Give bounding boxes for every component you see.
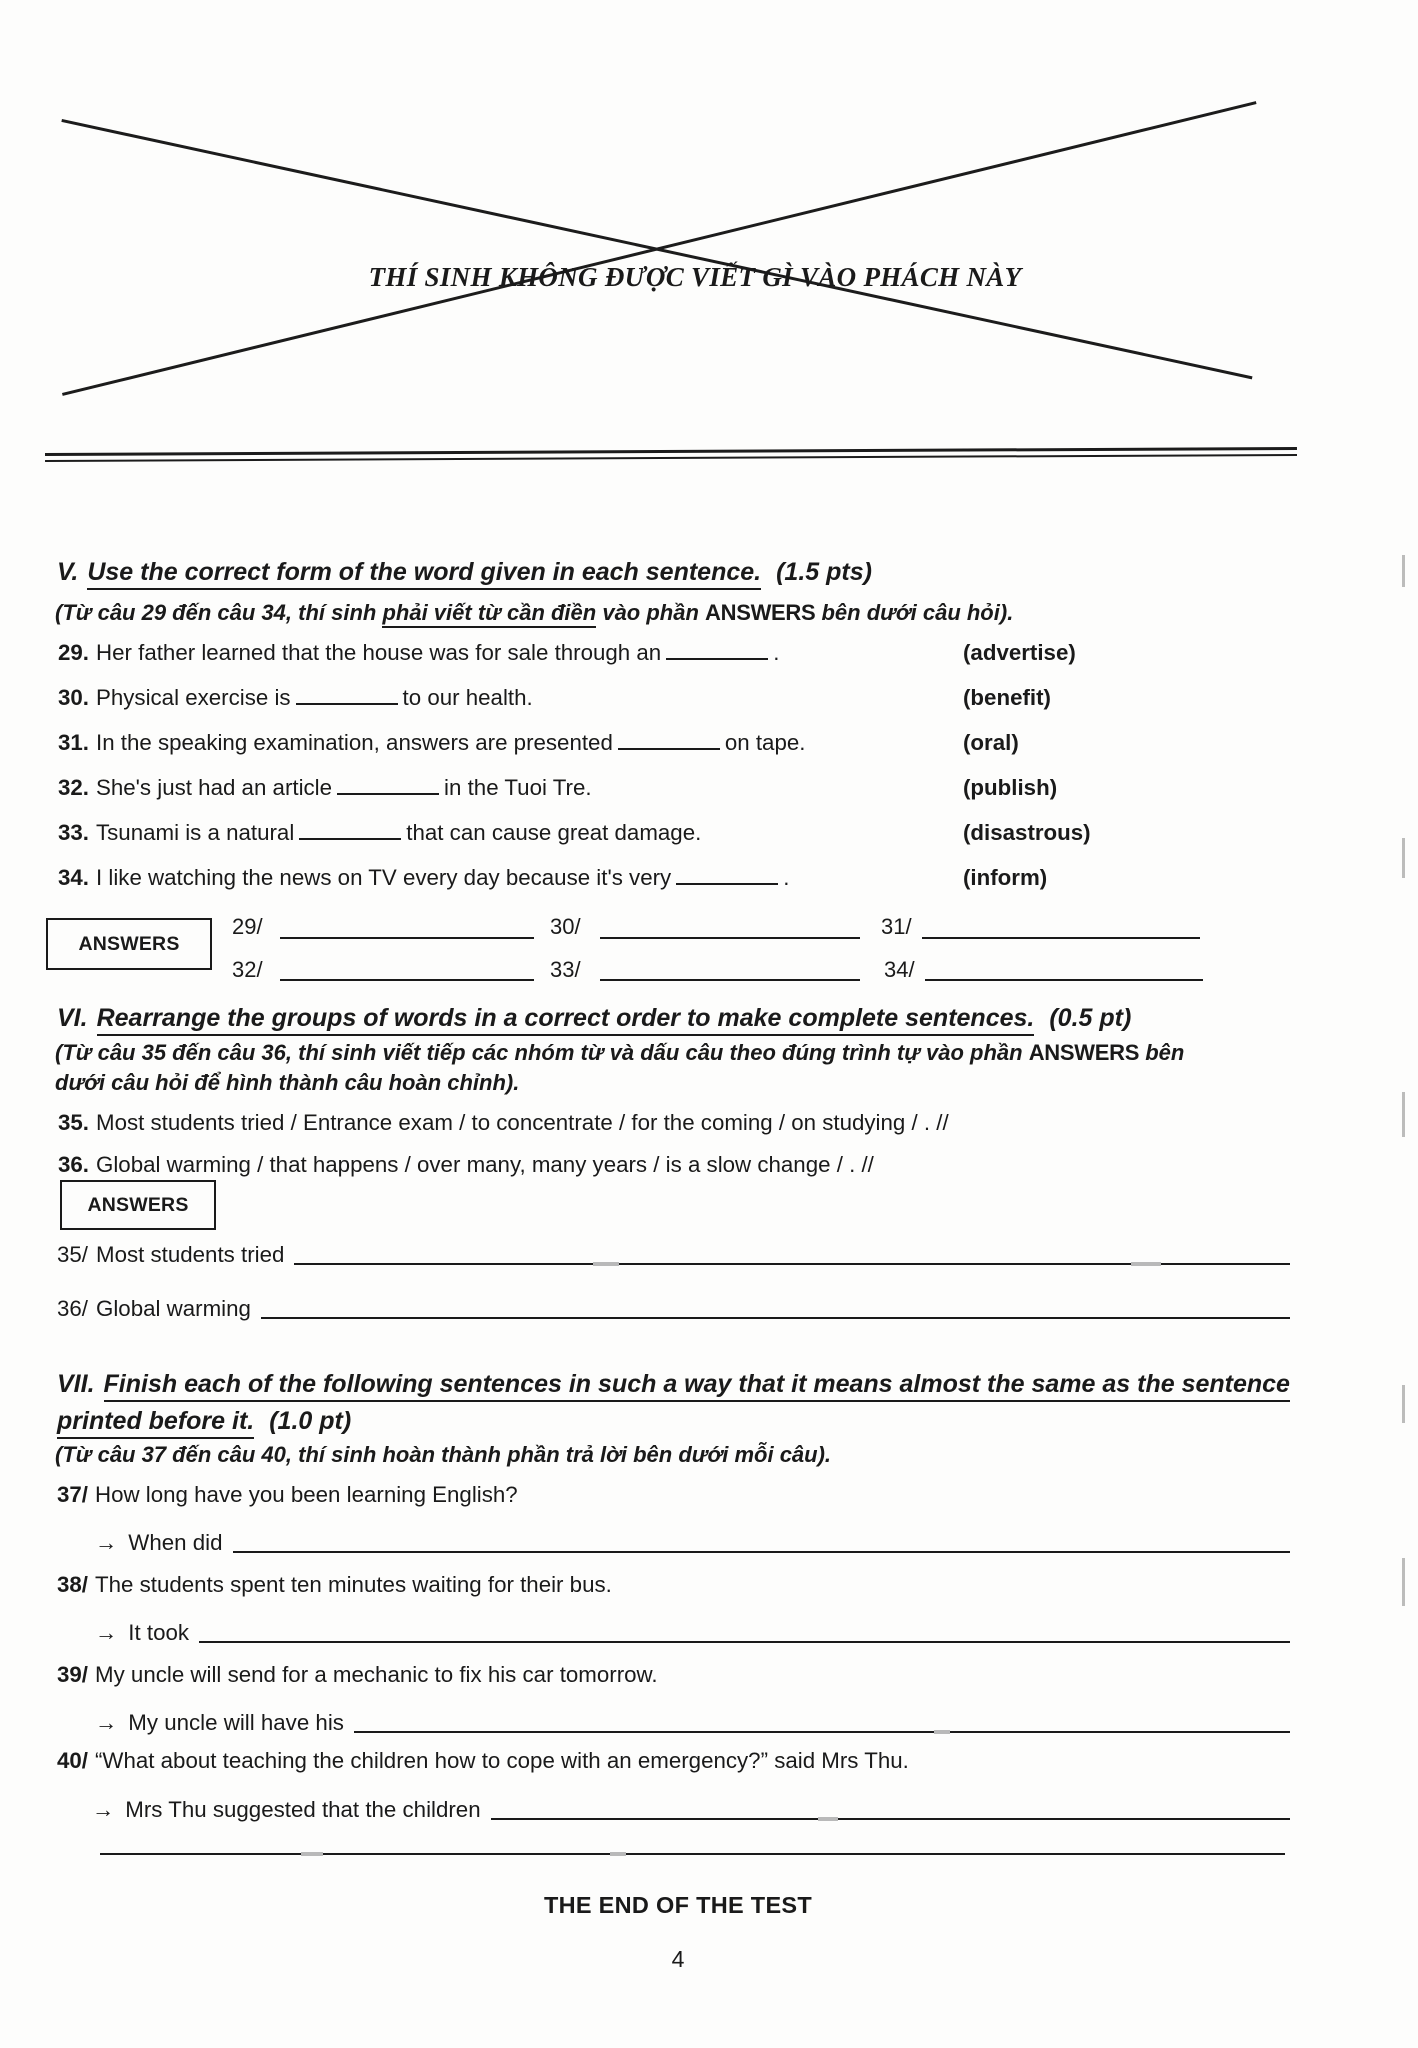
- section-vii-title-line1: Finish each of the following sentences in such a way that it means almost the same as the sentence: [104, 1370, 1290, 1402]
- answer-blank: [299, 821, 401, 840]
- word-hint: (benefit): [963, 685, 1051, 710]
- writing-line: [100, 1852, 1285, 1855]
- answer-line-label: 35/: [57, 1242, 88, 1267]
- question-number: 36.: [58, 1152, 89, 1177]
- scan-artifact: [1402, 838, 1405, 878]
- writing-line: [491, 1817, 1290, 1820]
- answer-slot-line: [280, 979, 534, 981]
- question-text: .: [783, 865, 790, 890]
- question-text: In the speaking examination, answers are presented: [96, 730, 613, 755]
- question-text: .: [773, 640, 780, 665]
- question-number: 29.: [58, 640, 89, 665]
- answer-blank: [676, 866, 778, 885]
- question-text: Most students tried / Entrance exam / to concentrate / for the coming / on studying / . //: [96, 1110, 949, 1135]
- section-v-title: Use the correct form of the word given in each sentence.: [87, 558, 761, 590]
- question-number: 34.: [58, 865, 89, 890]
- answer-slot-line: [922, 937, 1200, 939]
- word-hint: (publish): [963, 775, 1058, 800]
- question-text: “What about teaching the children how to cope with an emergency?” said Mrs Thu.: [95, 1748, 909, 1773]
- answers-box-label: ANSWERS: [46, 918, 212, 970]
- arrow-icon: →: [95, 1710, 118, 1735]
- scan-artifact: [1402, 555, 1405, 587]
- instruction-text: (Từ câu 35 đến câu 36, thí sinh viết tiếp các nhóm từ và dấu câu theo đúng trình tự vào phần: [55, 1040, 1029, 1065]
- question-text: that can cause great damage.: [406, 820, 702, 845]
- instruction-text: (Từ câu 29 đến câu 34, thí sinh: [55, 600, 383, 625]
- question-text: Tsunami is a natural: [96, 820, 295, 845]
- question-text: The students spent ten minutes waiting for their bus.: [95, 1572, 612, 1597]
- question-text: She's just had an article: [96, 775, 333, 800]
- rewrite-line-38: [95, 1616, 1290, 1646]
- question-number: 40/: [57, 1748, 88, 1773]
- section-vii-heading: [57, 1366, 1290, 1440]
- rewrite-stem: My uncle will have his: [128, 1710, 344, 1735]
- rewrite-stem: Mrs Thu suggested that the children: [125, 1797, 481, 1822]
- question-text: on tape.: [724, 730, 806, 755]
- rewrite-line-37: [95, 1526, 1290, 1556]
- writing-line: [294, 1262, 1290, 1265]
- end-of-test-text: THE END OF THE TEST: [543, 1892, 813, 1918]
- question-34: [58, 865, 1048, 891]
- section-vi-instruction: [55, 1038, 1184, 1098]
- section-vii-points: (1.0 pt): [269, 1407, 352, 1435]
- phach-warning-text: THÍ SINH KHÔNG ĐƯỢC VIẾT GÌ VÀO PHÁCH NÀY: [368, 262, 1022, 292]
- section-vii-numeral: VII.: [57, 1370, 95, 1398]
- section-v-heading: [57, 554, 872, 591]
- answer-slot-line: [925, 979, 1203, 981]
- rewrite-line-39: [95, 1706, 1290, 1736]
- question-40: [57, 1748, 909, 1774]
- answer-blank: [337, 776, 439, 795]
- answer-slot-label: 33/: [550, 957, 581, 982]
- question-32: [58, 775, 1058, 801]
- question-text: to our health.: [402, 685, 533, 710]
- instruction-text: (Từ câu 37 đến câu 40, thí sinh hoàn thành phần trả lời bên dưới mỗi câu).: [55, 1442, 832, 1467]
- answer-line-label: 36/: [57, 1296, 88, 1321]
- scan-artifact: [1402, 1385, 1405, 1423]
- answer-line-stem: Global warming: [96, 1296, 251, 1321]
- answer-slot-line: [600, 979, 860, 981]
- instruction-text: bên dưới câu hỏi).: [815, 600, 1014, 625]
- word-hint: (disastrous): [963, 820, 1091, 845]
- scan-artifact: [1402, 1558, 1405, 1606]
- section-vi-numeral: VI.: [57, 1004, 88, 1032]
- answer-blank: [666, 641, 768, 660]
- writing-line: [261, 1316, 1290, 1319]
- extra-writing-row: [100, 1828, 1285, 1858]
- section-vi-title: Rearrange the groups of words in a correct order to make complete sentences.: [97, 1004, 1035, 1036]
- section-vii-instruction: [55, 1440, 831, 1470]
- instruction-underlined-text: phải viết từ cần điền: [382, 600, 596, 628]
- section-v-answers-area: [0, 908, 1418, 1008]
- question-38: [57, 1572, 612, 1598]
- question-35: [58, 1110, 949, 1136]
- arrow-icon: →: [95, 1530, 118, 1555]
- question-39: [57, 1662, 658, 1688]
- question-text: My uncle will send for a mechanic to fix his car tomorrow.: [95, 1662, 658, 1687]
- question-text: Physical exercise is: [96, 685, 291, 710]
- rewrite-stem: It took: [128, 1620, 190, 1645]
- answer-line-stem: Most students tried: [96, 1242, 285, 1267]
- scan-smudge: [818, 1817, 838, 1821]
- separator-double-rule: [45, 447, 1297, 462]
- answer-blank: [618, 731, 720, 750]
- question-text: Global warming / that happens / over many, many years / is a slow change / . //: [96, 1152, 874, 1177]
- question-36: [58, 1152, 874, 1178]
- answer-line-35: [57, 1238, 1290, 1268]
- answer-slot-line: [280, 937, 534, 939]
- question-number: 38/: [57, 1572, 88, 1597]
- question-30: [58, 685, 1051, 711]
- answer-slot-label: 34/: [884, 957, 915, 982]
- writing-line: [233, 1550, 1291, 1553]
- instruction-text: vào phần: [596, 600, 706, 625]
- question-33: [58, 820, 1091, 846]
- answer-line-36: [57, 1292, 1290, 1322]
- question-number: 37/: [57, 1482, 88, 1507]
- question-number: 31.: [58, 730, 89, 755]
- arrow-icon: →: [92, 1797, 115, 1822]
- writing-line: [199, 1640, 1290, 1643]
- answer-blank: [296, 686, 398, 705]
- page-number: 4: [671, 1946, 685, 1972]
- answer-slot-label: 30/: [550, 914, 581, 939]
- instruction-text: bên: [1139, 1040, 1185, 1065]
- question-text: How long have you been learning English?: [95, 1482, 518, 1507]
- question-number: 30.: [58, 685, 89, 710]
- scan-smudge: [610, 1852, 626, 1856]
- question-31: [58, 730, 1019, 756]
- rewrite-line-40: [92, 1793, 1290, 1823]
- question-29: [58, 640, 1076, 666]
- question-37: [57, 1482, 518, 1508]
- arrow-icon: →: [95, 1620, 118, 1645]
- word-hint: (advertise): [963, 640, 1076, 665]
- question-text: in the Tuoi Tre.: [444, 775, 592, 800]
- section-v-points: (1.5 pts): [776, 558, 872, 586]
- instruction-text: dưới câu hỏi để hình thành câu hoàn chỉnh).: [55, 1070, 520, 1095]
- question-text: Her father learned that the house was for sale through an: [96, 640, 662, 665]
- answer-slot-label: 29/: [232, 914, 263, 939]
- answers-word: ANSWERS: [705, 600, 816, 625]
- scan-smudge: [934, 1730, 950, 1734]
- section-vii-title-line2: printed before it.: [57, 1407, 254, 1439]
- scan-smudge: [1131, 1262, 1161, 1266]
- word-hint: (inform): [963, 865, 1048, 890]
- question-number: 39/: [57, 1662, 88, 1687]
- answer-slot-line: [600, 937, 860, 939]
- question-number: 33.: [58, 820, 89, 845]
- writing-line: [354, 1730, 1290, 1733]
- answers-box-label: ANSWERS: [60, 1180, 216, 1230]
- rewrite-stem: When did: [128, 1530, 223, 1555]
- question-number: 35.: [58, 1110, 89, 1135]
- section-v-instruction: [55, 598, 1013, 628]
- scan-artifact: [1402, 1092, 1405, 1137]
- answer-slot-label: 32/: [232, 957, 263, 982]
- question-number: 32.: [58, 775, 89, 800]
- answers-word: ANSWERS: [1028, 1040, 1140, 1065]
- word-hint: (oral): [963, 730, 1019, 755]
- section-v-numeral: V.: [57, 558, 79, 586]
- scan-smudge: [301, 1852, 323, 1856]
- answer-slot-label: 31/: [881, 914, 912, 939]
- section-vi-points: (0.5 pt): [1049, 1004, 1132, 1032]
- section-vi-heading: [57, 1000, 1131, 1037]
- scan-smudge: [593, 1262, 619, 1266]
- cross-line-ascending: [62, 101, 1257, 396]
- question-text: I like watching the news on TV every day because it's very: [96, 865, 672, 890]
